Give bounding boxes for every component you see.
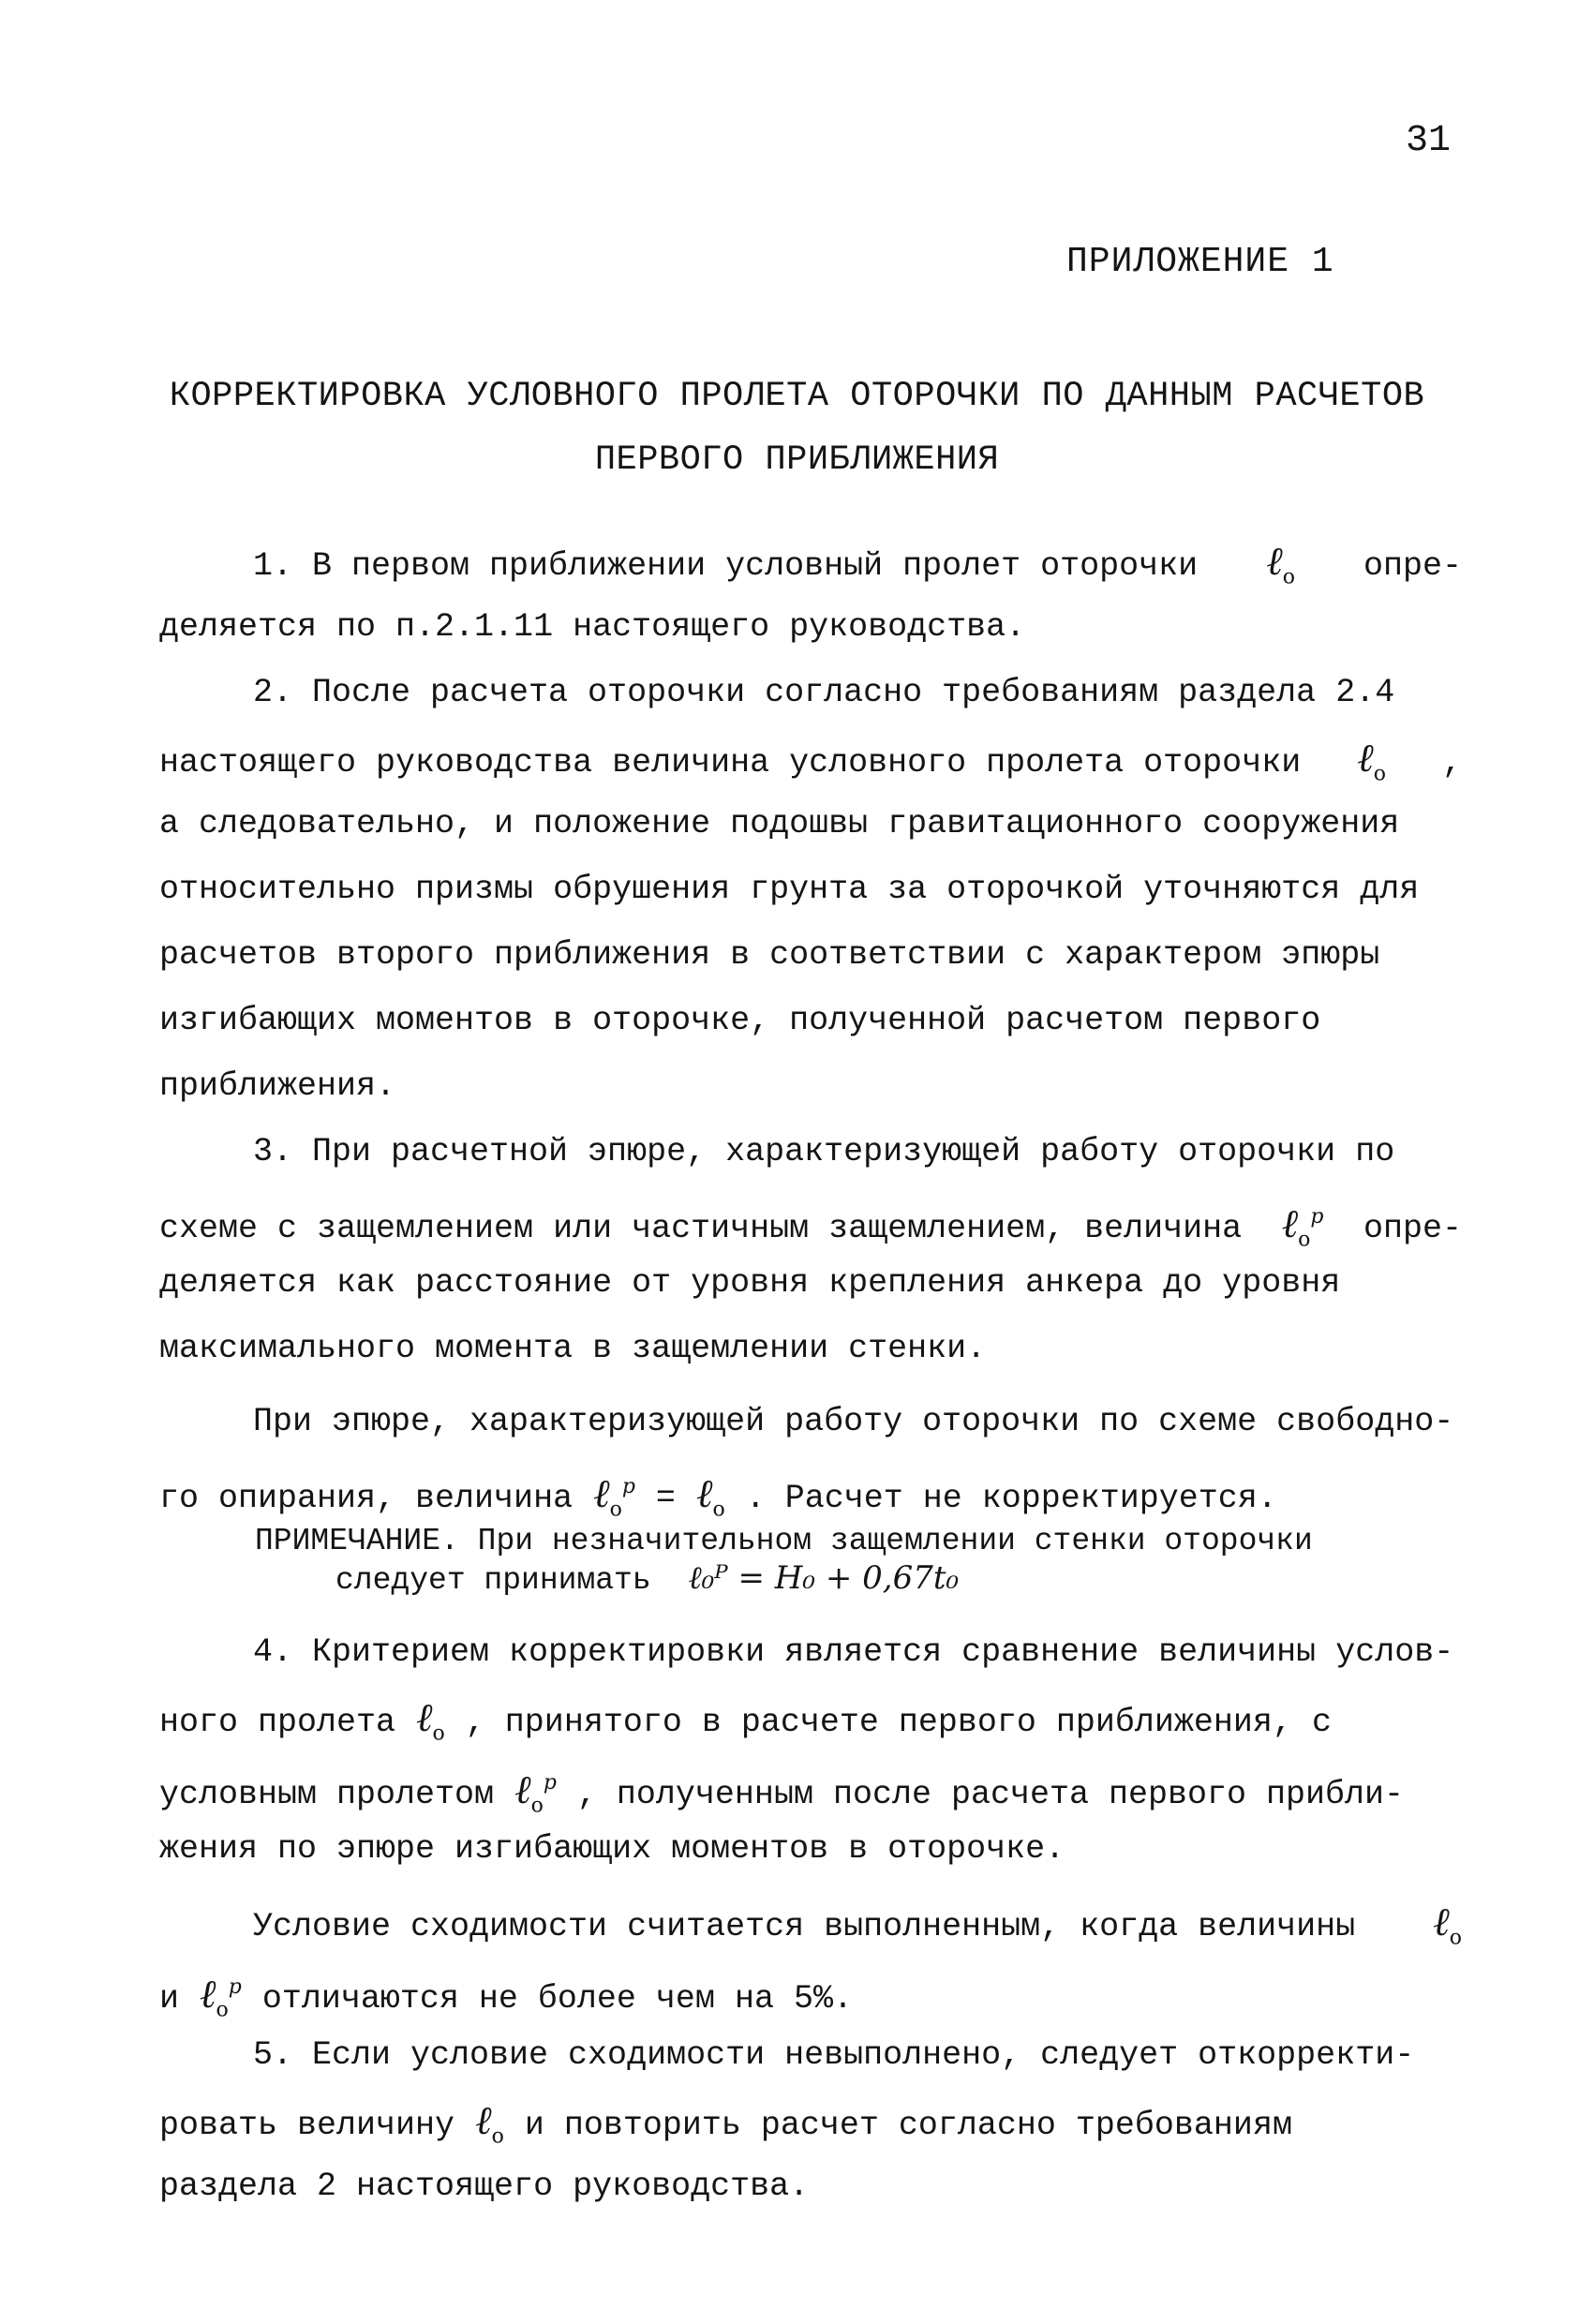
paragraph-6-line-1: Условие сходимости считается выполненным, когда величины ℓ$_о$	[253, 1899, 1462, 1961]
title-line-2: ПЕРВОГО ПРИБЛИЖЕНИЯ	[594, 440, 1000, 480]
paragraph-3-line-1: 3. При расчетной эпюре, характеризующей работу оторочки по	[253, 1133, 1395, 1170]
paragraph-3-line-3: деляется как расстояние от уровня крепления анкера до уровня	[159, 1264, 1341, 1302]
paragraph-2-line-3: а следовательно, и положение подошвы гравитационного сооружения	[159, 805, 1400, 842]
paragraph-4-line-1: При эпюре, характеризующей работу оторочки по схеме свободно-	[253, 1403, 1454, 1440]
paragraph-5-line-2: ного пролета ℓ$_о$ , принятого в расчете первого приближения, с	[159, 1694, 1462, 1757]
note-line-2: следует принимать ℓ₀ᴾ = H₀ + 0,67t₀	[335, 1559, 960, 1598]
paragraph-7-line-1: 5. Если условие сходимости невыполнено, следует откорректи-	[253, 2036, 1415, 2074]
paragraph-1-line-1: 1. В первом приближении условный пролет оторочки ℓ$_о$ опре-	[253, 538, 1462, 601]
paragraph-3-line-4: максимального момента в защемлении стенки.	[159, 1330, 987, 1367]
paragraph-2-line-6: изгибающих моментов в оторочке, полученной расчетом первого	[159, 1002, 1321, 1039]
note-line-1: ПРИМЕЧАНИЕ. При незначительном защемлении стенки оторочки	[255, 1524, 1313, 1558]
paragraph-7-line-2: ровать величину ℓ$_о$ и повторить расчет согласно требованиям	[159, 2097, 1462, 2160]
symbol-l0: ℓ$_о$	[1357, 735, 1386, 786]
paragraph-2-line-4: относительно призмы обрушения грунта за оторочкой уточняются для	[159, 871, 1420, 908]
paragraph-4-line-2: го опирания, величина ℓ$_о^р$ = ℓ$_о$ . Расчет не корректируется.	[159, 1464, 1462, 1533]
symbol-l0: ℓ$_о$	[475, 2097, 504, 2149]
note-formula: ℓ₀ᴾ = H₀ + 0,67t₀	[688, 1559, 960, 1597]
symbol-l0-p: ℓ$_о^р$	[1281, 1200, 1324, 1252]
symbol-l0-p: ℓ$_о^р$	[514, 1766, 557, 1818]
symbol-l0: ℓ$_о$	[1266, 538, 1295, 589]
symbol-l0-p: ℓ$_о^р$	[200, 1971, 242, 2022]
paragraph-2-line-7: приближения.	[159, 1067, 396, 1105]
title-line-1: КОРРЕКТИРОВКА УСЛОВНОГО ПРОЛЕТА ОТОРОЧКИ ПО ДАННЫМ РАСЧЕТОВ	[169, 377, 1425, 416]
paragraph-7-line-3: раздела 2 настоящего руководства.	[159, 2168, 810, 2205]
paragraph-2-line-1: 2. После расчета оторочки согласно требованиям раздела 2.4	[253, 674, 1395, 711]
paragraph-1-line-2: деляется по п.2.1.11 настоящего руководства.	[159, 608, 1026, 646]
page-number: 31	[1406, 120, 1452, 162]
paragraph-2-line-5: расчетов второго приближения в соответствии с характером эпюры	[159, 936, 1380, 974]
paragraph-5-line-3: условным пролетом ℓ$_о^р$ , полученным после расчета первого прибли-	[159, 1760, 1462, 1829]
symbol-l0: ℓ$_о$	[695, 1470, 725, 1522]
paragraph-5-line-1: 4. Критерием корректировки является сравнение величины услов-	[253, 1633, 1454, 1671]
symbol-l0: ℓ$_о$	[416, 1694, 445, 1746]
paragraph-2-line-2: настоящего руководства величина условного пролета оторочки ℓ$_о$ ,	[159, 735, 1462, 797]
paragraph-5-line-4: жения по эпюре изгибающих моментов в оторочке.	[159, 1830, 1065, 1868]
appendix-label: ПРИЛОЖЕНИЕ 1	[1066, 242, 1334, 282]
paragraph-3-line-2: схеме с защемлением или частичным защемлением, величина ℓ$_о^р$ опре-	[159, 1194, 1462, 1263]
symbol-l0: ℓ$_о$	[1433, 1899, 1462, 1950]
paragraph-6-line-2: и ℓ$_о^р$ отличаются не более чем на 5%.	[159, 1964, 1462, 2034]
symbol-l0-p: ℓ$_о^р$	[593, 1470, 635, 1522]
